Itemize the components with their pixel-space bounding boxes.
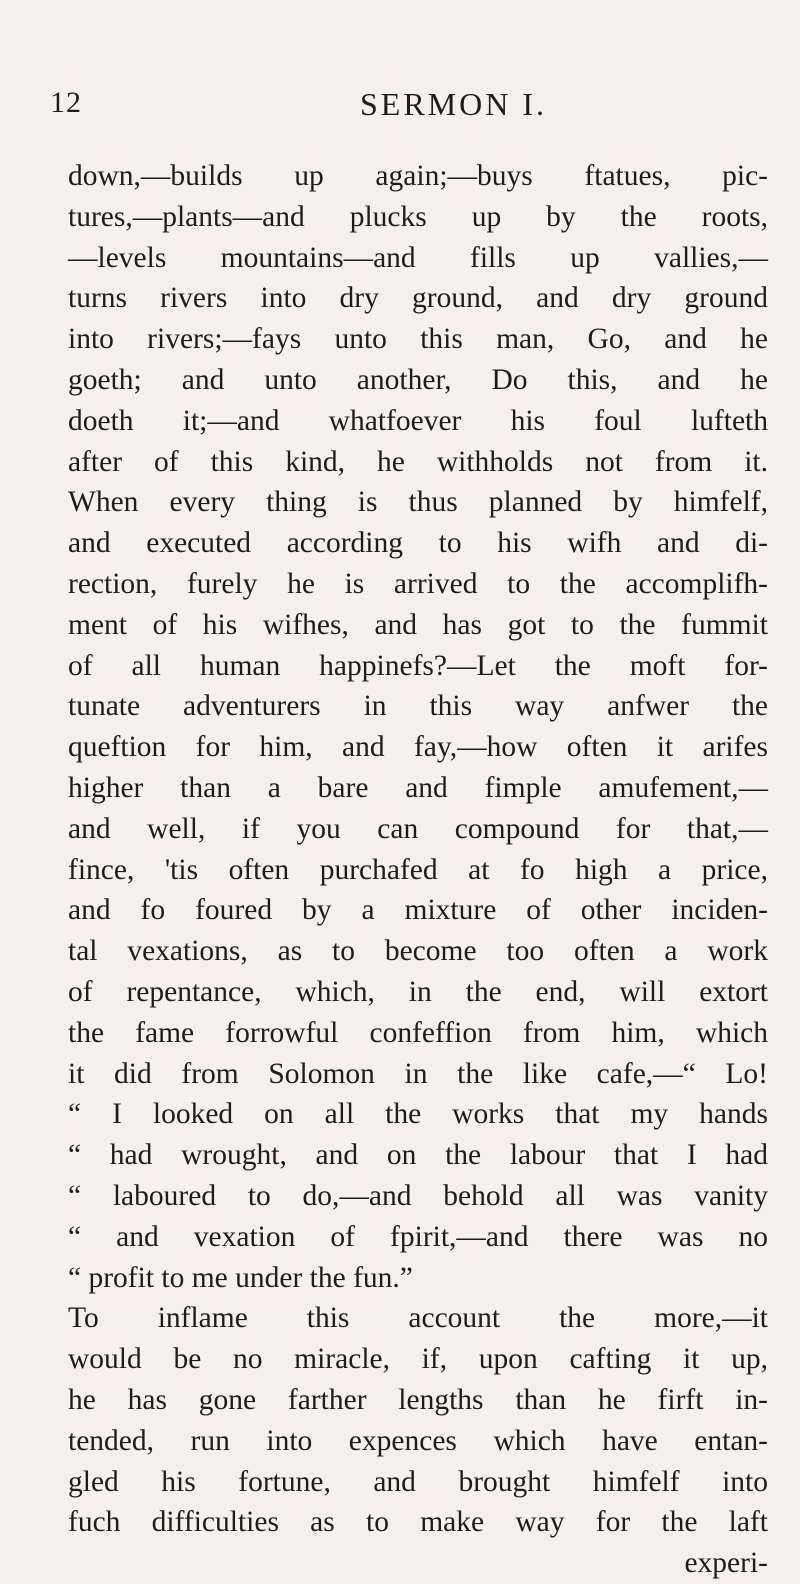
text-line: into rivers;—fays unto this man, Go, and he [68,323,768,356]
text-line: ment of his wifhes, and has got to the fummit [68,608,768,641]
text-line: and fo foured by a mixture of other inciden- [68,894,768,927]
text-line: —levels mountains—and fills up vallies,— [68,241,768,274]
quote-line: “ had wrought, and on the labour that I had [68,1139,768,1172]
text-line: tures,—plants—and plucks up by the roots, [68,200,768,233]
text-line: and well, if you can compound for that,— [68,812,768,845]
sermon-text [68,156,768,1584]
text-line: fince, 'tis often purchafed at fo high a price, [68,853,768,886]
quote-line: “ and vexation of fpirit,—and there was no [68,1220,768,1253]
text-line: tunate adventurers in this way anfwer the [68,690,768,723]
text-line: of all human happinefs?—Let the moft for- [68,649,768,682]
text-line: it did from Solomon in the like cafe,—“ Lo! [68,1057,768,1090]
text-line: higher than a bare and fimple amufement,— [68,771,768,804]
text-line: To inflame this account the more,—it [68,1302,768,1335]
text-line: doeth it;—and whatfoever his foul lufteth [68,404,768,437]
quote-line: “ laboured to do,—and behold all was vanity [68,1179,768,1212]
text-line: tal vexations, as to become too often a work [68,935,768,968]
text-line: he has gone farther lengths than he firft in- [68,1383,768,1416]
page-header [50,86,750,130]
text-line: gled his fortune, and brought himfelf into [68,1465,768,1498]
text-line: tended, run into expences which have entan- [68,1424,768,1457]
text-line: rection, furely he is arrived to the accomplifh- [68,567,768,600]
text-line: queftion for him, and fay,—how often it arifes [68,731,768,764]
text-line: the fame forrowful confeffion from him, which [68,1016,768,1049]
quote-line: “ profit to me under the fun.” [68,1261,413,1294]
text-line: of repentance, which, in the end, will extort [68,975,768,1008]
text-line: When every thing is thus planned by himfelf, [68,486,768,519]
text-line: would be no miracle, if, upon cafting it up, [68,1343,768,1376]
text-line: fuch difficulties as to make way for the laft [68,1506,768,1539]
text-line: down,—builds up again;—buys ftatues, pic- [68,160,768,192]
text-line: and executed according to his wifh and di- [68,527,768,560]
running-head: SERMON I. [360,86,548,122]
text-line: goeth; and unto another, Do this, and he [68,363,768,396]
quote-line: “ I looked on all the works that my hands [68,1098,768,1131]
text-line: turns rivers into dry ground, and dry ground [68,282,768,315]
page-number: 12 [50,86,82,119]
text-line: after of this kind, he withholds not from it. [68,445,768,478]
catchword: experi- [684,1547,768,1580]
